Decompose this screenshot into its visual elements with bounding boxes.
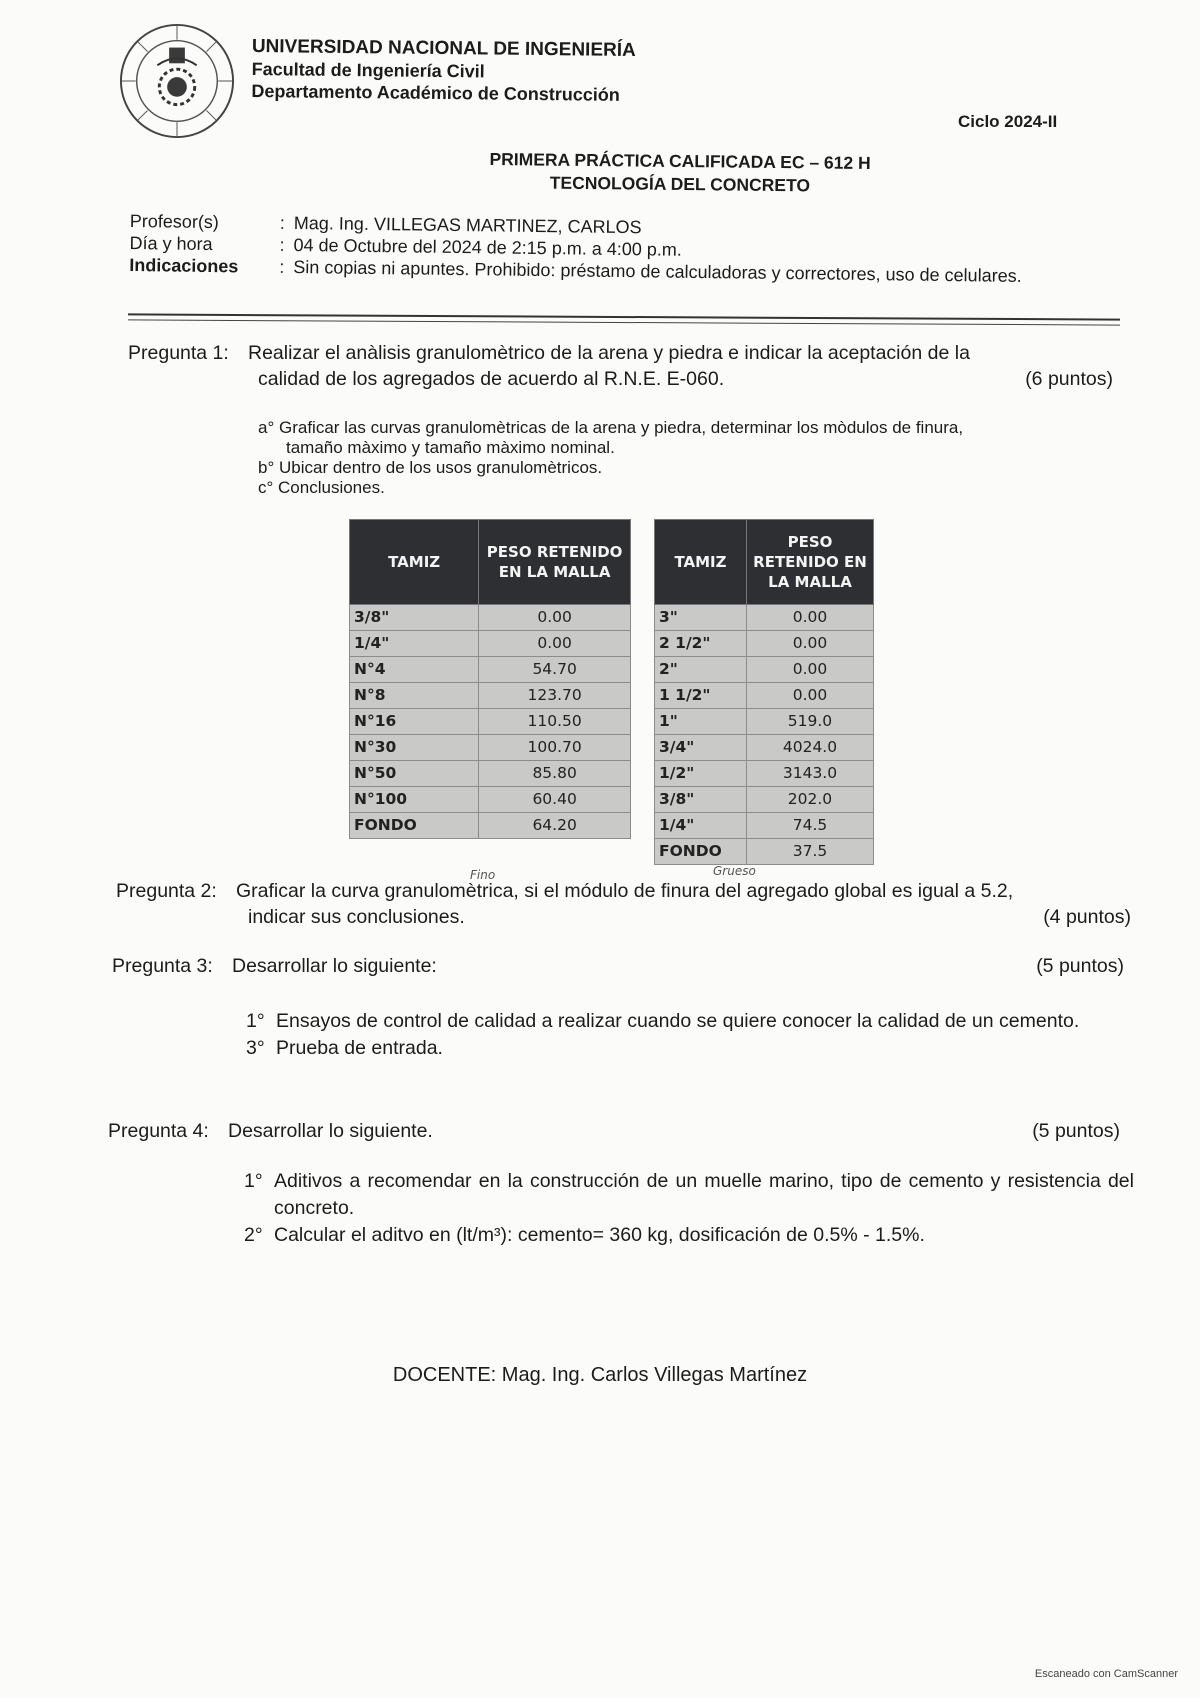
question-text: Realizar el anàlisis granulomètrico de la arena y piedra e indicar la aceptación de la bbox=[248, 342, 970, 364]
retained-weight-cell: 110.50 bbox=[479, 709, 631, 735]
table-row bbox=[655, 683, 874, 709]
table-row bbox=[350, 657, 631, 683]
question-text-line: calidad de los agregados de acuerdo al R.N.E. E-060. bbox=[258, 368, 725, 390]
meta-value: 04 de Octubre del 2024 de 2:15 p.m. a 4:00 p.m. bbox=[293, 235, 682, 260]
sieve-size-cell: 3/8" bbox=[655, 787, 747, 813]
question-1-subitems bbox=[258, 418, 1098, 498]
retained-weight-cell: 202.0 bbox=[746, 787, 873, 813]
table-row bbox=[350, 735, 631, 761]
sieve-size-cell: N°4 bbox=[350, 657, 479, 683]
exam-meta bbox=[129, 210, 1022, 287]
meta-value: Mag. Ing. VILLEGAS MARTINEZ, CARLOS bbox=[293, 213, 642, 238]
meta-colon: : bbox=[279, 212, 285, 233]
table-row bbox=[350, 631, 631, 657]
question-label: Pregunta 4: bbox=[108, 1120, 209, 1142]
table-row bbox=[655, 709, 874, 735]
list-item bbox=[246, 1008, 1116, 1035]
question-points: (5 puntos) bbox=[1036, 955, 1124, 977]
question-text bbox=[248, 904, 1131, 930]
sieve-size-cell: N°30 bbox=[350, 735, 479, 761]
table-row bbox=[655, 631, 874, 657]
table-row bbox=[655, 761, 874, 787]
university-seal bbox=[118, 22, 236, 140]
retained-weight-cell: 0.00 bbox=[746, 605, 873, 631]
table-header: TAMIZ bbox=[350, 520, 479, 605]
question-points: (6 puntos) bbox=[1025, 368, 1113, 390]
question-text: Graficar la curva granulomètrica, si el módulo de finura del agregado global es igual a 5.2, bbox=[236, 880, 1014, 902]
retained-weight-cell: 123.70 bbox=[479, 683, 631, 709]
table-row bbox=[350, 787, 631, 813]
table-row bbox=[655, 657, 874, 683]
subitem-c: c° Conclusiones. bbox=[258, 478, 385, 497]
subitem-b: b° Ubicar dentro de los usos granulomètricos. bbox=[258, 458, 603, 477]
retained-weight-cell: 519.0 bbox=[746, 709, 873, 735]
cycle-label: Ciclo 2024-II bbox=[958, 112, 1058, 131]
retained-weight-cell: 85.80 bbox=[479, 761, 631, 787]
table-row bbox=[655, 605, 874, 631]
question-label: Pregunta 3: bbox=[112, 955, 213, 977]
item-text: Calcular el aditvo en (lt/m³): cemento= 360 kg, dosificación de 0.5% - 1.5%. bbox=[274, 1224, 925, 1246]
handwritten-note-fine: Fino bbox=[470, 868, 496, 882]
item-text: Ensayos de control de calidad a realizar cuando se quiere conocer la calidad de un cemento. bbox=[276, 1010, 1080, 1032]
list-item bbox=[246, 1035, 1116, 1062]
table-row bbox=[655, 813, 874, 839]
question-3-items bbox=[246, 1008, 1116, 1062]
meta-value: Sin copias ni apuntes. Prohibido: préstamo de calculadoras y correctores, uso de celulares. bbox=[293, 257, 1022, 286]
question-points: (5 puntos) bbox=[1032, 1120, 1120, 1142]
retained-weight-cell: 54.70 bbox=[479, 657, 631, 683]
sieve-size-cell: 3" bbox=[655, 605, 747, 631]
sieve-size-cell: N°16 bbox=[350, 709, 479, 735]
sieve-size-cell: FONDO bbox=[350, 813, 479, 839]
table-body bbox=[655, 605, 874, 865]
table-header: PESO RETENIDO EN LA MALLA bbox=[479, 520, 631, 605]
table-body bbox=[350, 605, 631, 839]
question-label: Pregunta 1: bbox=[128, 342, 229, 364]
meta-label: Día y hora bbox=[129, 232, 213, 255]
retained-weight-cell: 0.00 bbox=[746, 657, 873, 683]
question-3 bbox=[112, 953, 1124, 979]
sieve-size-cell: 2 1/2" bbox=[655, 631, 747, 657]
item-text: Aditivos a recomendar en la construcción de un muelle marino, tipo de cemento y resistencia del concreto. bbox=[274, 1170, 1134, 1219]
sieve-size-cell: 2" bbox=[655, 657, 747, 683]
table-row bbox=[350, 709, 631, 735]
course-title: TECNOLOGÍA DEL CONCRETO bbox=[549, 172, 811, 196]
meta-colon: : bbox=[279, 256, 285, 277]
subitem-a-continued: tamaño màximo y tamaño màximo nominal. bbox=[286, 438, 615, 457]
list-item bbox=[244, 1168, 1134, 1222]
sieve-size-cell: N°100 bbox=[350, 787, 479, 813]
table-row bbox=[655, 735, 874, 761]
sieve-size-cell: 1/2" bbox=[655, 761, 747, 787]
retained-weight-cell: 100.70 bbox=[479, 735, 631, 761]
question-label: Pregunta 2: bbox=[116, 880, 217, 902]
table-row bbox=[655, 787, 874, 813]
sieve-size-cell: N°50 bbox=[350, 761, 479, 787]
question-points: (4 puntos) bbox=[1043, 906, 1131, 928]
question-4 bbox=[108, 1118, 1120, 1144]
exam-title: PRIMERA PRÁCTICA CALIFICADA EC – 612 H bbox=[489, 149, 871, 173]
list-item bbox=[244, 1222, 1134, 1249]
table-row bbox=[350, 605, 631, 631]
item-number: 1° bbox=[244, 1170, 263, 1192]
exam-title-block bbox=[300, 146, 1060, 200]
retained-weight-cell: 37.5 bbox=[746, 839, 873, 865]
fine-aggregate-table bbox=[349, 519, 631, 839]
question-2 bbox=[116, 878, 1131, 930]
retained-weight-cell: 4024.0 bbox=[746, 735, 873, 761]
sieve-size-cell: 1/4" bbox=[350, 631, 479, 657]
retained-weight-cell: 0.00 bbox=[746, 631, 873, 657]
sieve-size-cell: 3/8" bbox=[350, 605, 479, 631]
faculty-name: Facultad de Ingeniería Civil bbox=[251, 58, 485, 82]
handwritten-note-coarse: Grueso bbox=[713, 864, 756, 878]
divider-line bbox=[128, 319, 1120, 325]
question-text bbox=[258, 366, 1113, 392]
item-number: 2° bbox=[244, 1224, 263, 1246]
item-number: 1° bbox=[246, 1010, 265, 1032]
meta-label: Indicaciones bbox=[129, 254, 239, 277]
table-row bbox=[655, 839, 874, 865]
question-1 bbox=[128, 340, 1113, 392]
sieve-size-cell: 1/4" bbox=[655, 813, 747, 839]
table-row bbox=[350, 683, 631, 709]
university-name: UNIVERSIDAD NACIONAL DE INGENIERÍA bbox=[251, 36, 636, 62]
sieve-size-cell: N°8 bbox=[350, 683, 479, 709]
meta-label: Profesor(s) bbox=[129, 210, 219, 233]
coarse-aggregate-table bbox=[654, 519, 874, 865]
subitem-a: a° Graficar las curvas granulomètricas de la arena y piedra, determinar los mòdulos de finura, bbox=[258, 418, 964, 437]
meta-colon: : bbox=[279, 234, 285, 255]
docente-signature-line: DOCENTE: Mag. Ing. Carlos Villegas Martínez bbox=[392, 1364, 808, 1386]
sieve-size-cell: 1" bbox=[655, 709, 747, 735]
scanner-watermark: Escaneado con CamScanner bbox=[1034, 1668, 1178, 1680]
table-header: PESO RETENIDO EN LA MALLA bbox=[746, 520, 873, 605]
item-text: Prueba de entrada. bbox=[276, 1037, 443, 1059]
retained-weight-cell: 3143.0 bbox=[746, 761, 873, 787]
item-number: 3° bbox=[246, 1037, 265, 1059]
sieve-size-cell: 1 1/2" bbox=[655, 683, 747, 709]
question-text: Desarrollar lo siguiente: bbox=[232, 955, 437, 977]
retained-weight-cell: 0.00 bbox=[479, 605, 631, 631]
table-row bbox=[350, 761, 631, 787]
retained-weight-cell: 0.00 bbox=[479, 631, 631, 657]
retained-weight-cell: 0.00 bbox=[746, 683, 873, 709]
question-text-line: indicar sus conclusiones. bbox=[248, 906, 465, 928]
retained-weight-cell: 60.40 bbox=[479, 787, 631, 813]
sieve-size-cell: 3/4" bbox=[655, 735, 747, 761]
retained-weight-cell: 64.20 bbox=[479, 813, 631, 839]
department-name: Departamento Académico de Construcción bbox=[251, 80, 620, 105]
question-text: Desarrollar lo siguiente. bbox=[228, 1120, 433, 1142]
institution-block bbox=[251, 36, 636, 106]
table-header: TAMIZ bbox=[655, 520, 747, 605]
table-row bbox=[350, 813, 631, 839]
question-4-items bbox=[244, 1168, 1134, 1249]
sieve-size-cell: FONDO bbox=[655, 839, 747, 865]
retained-weight-cell: 74.5 bbox=[746, 813, 873, 839]
